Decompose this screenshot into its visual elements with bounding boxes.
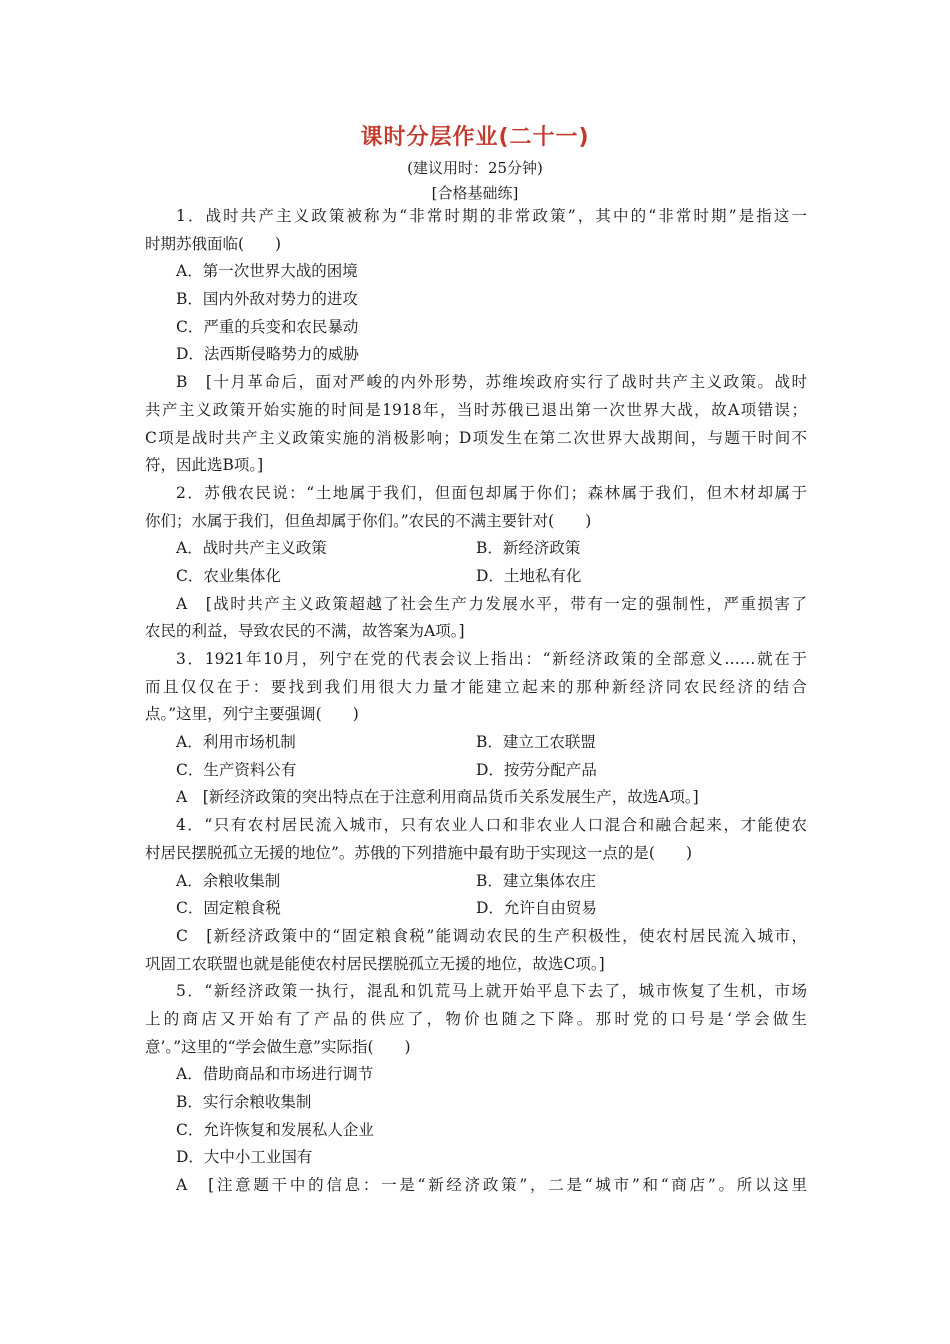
question-4-stem: 村居民摆脱孤立无援的地位”。苏俄的下列措施中最有助于实现这一点的是( ) (145, 843, 693, 862)
question-4-option-b: B．建立集体农庄 (476, 871, 596, 890)
question-4-stem: 4．“只有农村居民流入城市，只有农业人口和非农业人口混合和融合起来，才能使农 (176, 816, 807, 835)
question-3-stem: 3．1921年10月，列宁在党的代表会议上指出：“新经济政策的全部意义……就在于 (176, 650, 807, 668)
question-5-stem: 意’。”这里的“学会做生意”实际指( ) (145, 1037, 411, 1056)
question-2-options-row (145, 563, 807, 591)
suggested-time: (建议用时：25分钟) (407, 159, 543, 177)
question-2-option-d: D．土地私有化 (476, 566, 582, 585)
question-1-stem: 1．战时共产主义政策被称为“非常时期的非常政策”，其中的“非常时期”是指这一 (176, 207, 807, 225)
question-list (145, 203, 807, 1200)
question-5-stem: 5．“新经济政策一执行，混乱和饥荒马上就开始平息下去了，城市恢复了生机，市场 (176, 982, 807, 1001)
page-title: 课时分层作业(二十一) (360, 125, 590, 150)
question-3-option-d: D．按劳分配产品 (476, 760, 597, 779)
question-1-answer: C项是战时共产主义政策实施的消极影响；D项发生在第二次世界大战期间，与题干时间不 (145, 428, 807, 447)
question-5-option-c: C．允许恢复和发展私人企业 (176, 1120, 374, 1139)
question-3-answer: A [新经济政策的突出特点在于注意利用商品货币关系发展生产，故选A项。] (176, 788, 699, 807)
question-3-stem: 而且仅仅在于：要找到我们用很大力量才能建立起来的那种新经济同农民经济的结合 (145, 677, 807, 696)
question-1-option-b: B．国内外敌对势力的进攻 (176, 290, 358, 309)
question-3-options-row (145, 729, 807, 757)
question-1-answer: B [十月革命后，面对严峻的内外形势，苏维埃政府实行了战时共产主义政策。战时 (176, 373, 807, 392)
question-4-answer: 巩固工农联盟也就是能使农村居民摆脱孤立无援的地位，故选C项。] (145, 954, 605, 973)
question-5-option-b: B．实行余粮收集制 (176, 1093, 312, 1111)
question-2-option-b: B．新经济政策 (476, 539, 581, 558)
question-2-option-c: C．农业集体化 (176, 566, 281, 585)
question-2-stem: 2．苏俄农民说：“土地属于我们，但面包却属于你们；森林属于我们，但木材却属于 (176, 483, 807, 502)
question-4-options-row (145, 895, 807, 923)
question-5-option-a: A．借助商品和市场进行调节 (176, 1065, 374, 1084)
section-heading: [合格基础练] (431, 184, 519, 202)
question-3-stem: 点。”这里，列宁主要强调( ) (145, 705, 359, 724)
question-3-option-b: B．建立工农联盟 (476, 733, 596, 752)
question-1-option-c: C．严重的兵变和农民暴动 (176, 317, 359, 336)
question-1-option-d: D．法西斯侵略势力的威胁 (176, 345, 359, 364)
question-1-answer: 共产主义政策开始实施的时间是1918年，当时苏俄已退出第一次世界大战，故A项错误； (145, 400, 807, 419)
question-2-stem: 你们；水属于我们，但鱼却属于你们。”农民的不满主要针对( ) (145, 511, 592, 530)
question-4-option-a: A．余粮收集制 (176, 871, 281, 890)
question-3-options-row (145, 757, 807, 785)
question-3-option-a: A．利用市场机制 (176, 733, 296, 752)
question-2-answer: 农民的利益，导致农民的不满，故答案为A项。] (145, 622, 465, 641)
question-4-answer: C [新经济政策中的“固定粮食税”能调动农民的生产积极性，使农村居民流入城市， (176, 926, 807, 945)
question-1-answer: 符，因此选B项。] (145, 456, 264, 475)
question-4-options-row (145, 868, 807, 896)
question-5-option-d: D．大中小工业国有 (176, 1148, 313, 1167)
question-2-options-row (145, 535, 807, 563)
question-1-stem: 时期苏俄面临( ) (145, 234, 282, 253)
question-2-option-a: A．战时共产主义政策 (176, 539, 327, 558)
question-5-stem: 上的商店又开始有了产品的供应了，物价也随之下降。那时党的口号是‘学会做生 (145, 1009, 807, 1028)
question-3-option-c: C．生产资料公有 (176, 760, 297, 779)
question-2-answer: A [战时共产主义政策超越了社会生产力发展水平，带有一定的强制性，严重损害了 (176, 594, 807, 613)
question-4-option-c: C．固定粮食税 (176, 899, 281, 918)
question-4-option-d: D．允许自由贸易 (476, 899, 597, 918)
question-1-option-a: A．第一次世界大战的困境 (176, 262, 358, 281)
question-5-answer: A [注意题干中的信息：一是“新经济政策”，二是“城市”和“商店”。所以这里 (176, 1176, 807, 1195)
